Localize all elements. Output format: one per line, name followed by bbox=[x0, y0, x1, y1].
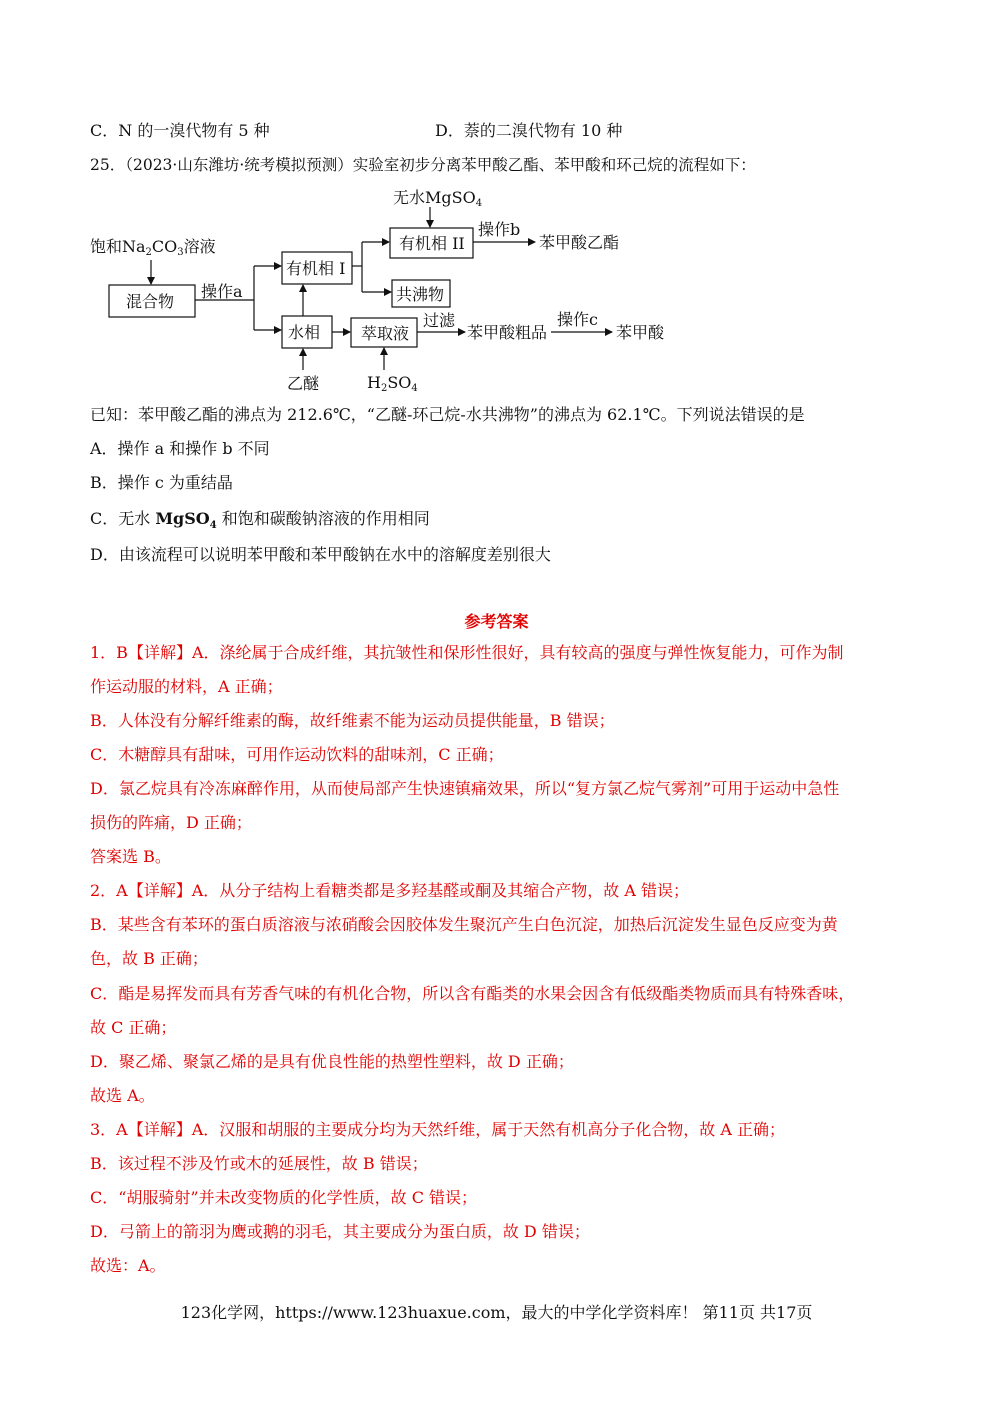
option-a: A．操作 a 和操作 b 不同 bbox=[90, 439, 270, 458]
answer-line: 故 C 正确； bbox=[90, 1018, 177, 1037]
organic2-label: 有机相 II bbox=[399, 234, 465, 253]
answer-line: 故选：A。 bbox=[90, 1256, 166, 1275]
ester-label: 苯甲酸乙酯 bbox=[539, 233, 620, 252]
aqueous-label: 水相 bbox=[288, 323, 321, 342]
answer-line: D．弓箭上的箭羽为鹰或鹅的羽毛，其主要成分为蛋白质，故 D 错误； bbox=[90, 1222, 590, 1241]
answers-header: 参考答案 bbox=[464, 612, 529, 631]
mixture-label: 混合物 bbox=[126, 292, 175, 311]
answer-line: C．“胡服骑射”并未改变物质的化学性质，故 C 错误； bbox=[90, 1188, 478, 1207]
question-25-stem: 25．（2023·山东潍坊·统考模拟预测）实验室初步分离苯甲酸乙酯、苯甲酸和环己烷的流程如下： bbox=[90, 156, 756, 174]
answer-line: B．人体没有分解纤维素的酶，故纤维素不能为运动员提供能量，B 错误； bbox=[90, 711, 615, 730]
answer-line: B．某些含有苯环的蛋白质溶液与浓硝酸会因胶体发生聚沉产生白色沉淀，加热后沉淀发生显色反应变为黄 bbox=[90, 915, 838, 934]
op-c-label: 操作c bbox=[557, 310, 598, 329]
answer-line: 答案选 B。 bbox=[90, 847, 171, 866]
answer-line: D．氯乙烷具有冷冻麻醉作用，从而使局部产生快速镇痛效果，所以“复方氯乙烷气雾剂”可用于运动中急性 bbox=[90, 779, 840, 798]
answer-line: 故选 A。 bbox=[90, 1086, 155, 1105]
answer-line: 色，故 B 正确； bbox=[90, 949, 208, 968]
organic1-label: 有机相 I bbox=[286, 259, 346, 278]
azeotrope-label: 共沸物 bbox=[396, 285, 445, 304]
answer-line: 作运动服的材料，A 正确； bbox=[90, 677, 283, 696]
answer-line: 3．A【详解】A．汉服和胡服的主要成分均为天然纤维，属于天然有机高分子化合物，故 A 正确； bbox=[90, 1120, 786, 1139]
ether-label: 乙醚 bbox=[287, 374, 320, 393]
answer-line: D．聚乙烯、聚氯乙烯的是具有优良性能的热塑性塑料，故 D 正确； bbox=[90, 1052, 574, 1071]
separation-flowchart bbox=[0, 180, 993, 400]
option-b: B．操作 c 为重结晶 bbox=[90, 473, 233, 492]
mgso4-label: 无水MgSO4 bbox=[393, 188, 483, 209]
answer-line: B．该过程不涉及竹或木的延展性，故 B 错误； bbox=[90, 1154, 428, 1173]
na2co3-label: 饱和Na2CO3溶液 bbox=[90, 237, 216, 258]
option-c: C．无水 MgSO$_4$ 和饱和碳酸钠溶液的作用相同 bbox=[90, 509, 430, 532]
h2so4-label: H2SO4 bbox=[367, 373, 418, 394]
filter-label: 过滤 bbox=[423, 311, 456, 330]
answer-line: 损伤的阵痛，D 正确； bbox=[90, 813, 252, 832]
answer-line: C．木糖醇具有甜味，可用作运动饮料的甜味剂，C 正确； bbox=[90, 745, 504, 764]
acid-label: 苯甲酸 bbox=[616, 323, 665, 342]
option-c-previous: C．N 的一溴代物有 5 种 bbox=[90, 121, 270, 140]
option-d-previous: D．萘的二溴代物有 10 种 bbox=[435, 121, 623, 140]
op-a-label: 操作a bbox=[201, 282, 243, 301]
extract-label: 萃取液 bbox=[361, 324, 410, 343]
answer-line: C．酯是易挥发而具有芳香气味的有机化合物，所以含有酯类的水果会因含有低级酯类物质而具有特殊香味， bbox=[90, 984, 855, 1003]
crude-label: 苯甲酸粗品 bbox=[467, 323, 548, 342]
op-b-label: 操作b bbox=[478, 220, 521, 239]
known-info: 已知：苯甲酸乙酯的沸点为 212.6℃，“乙醚-环己烷-水共沸物”的沸点为 62.1℃。下列说法错误的是 bbox=[90, 405, 805, 424]
answer-line: 1．B【详解】A．涤纶属于合成纤维，其抗皱性和保形性很好，具有较高的强度与弹性恢复能力，可作为制 bbox=[90, 643, 844, 662]
answer-line: 2．A【详解】A．从分子结构上看糖类都是多羟基醛或酮及其缩合产物，故 A 错误； bbox=[90, 881, 690, 900]
page-footer: 123化学网，https://www.123huaxue.com，最大的中学化学资料库！ 第11页 共17页 bbox=[180, 1303, 813, 1322]
option-d: D．由该流程可以说明苯甲酸和苯甲酸钠在水中的溶解度差别很大 bbox=[90, 545, 551, 564]
